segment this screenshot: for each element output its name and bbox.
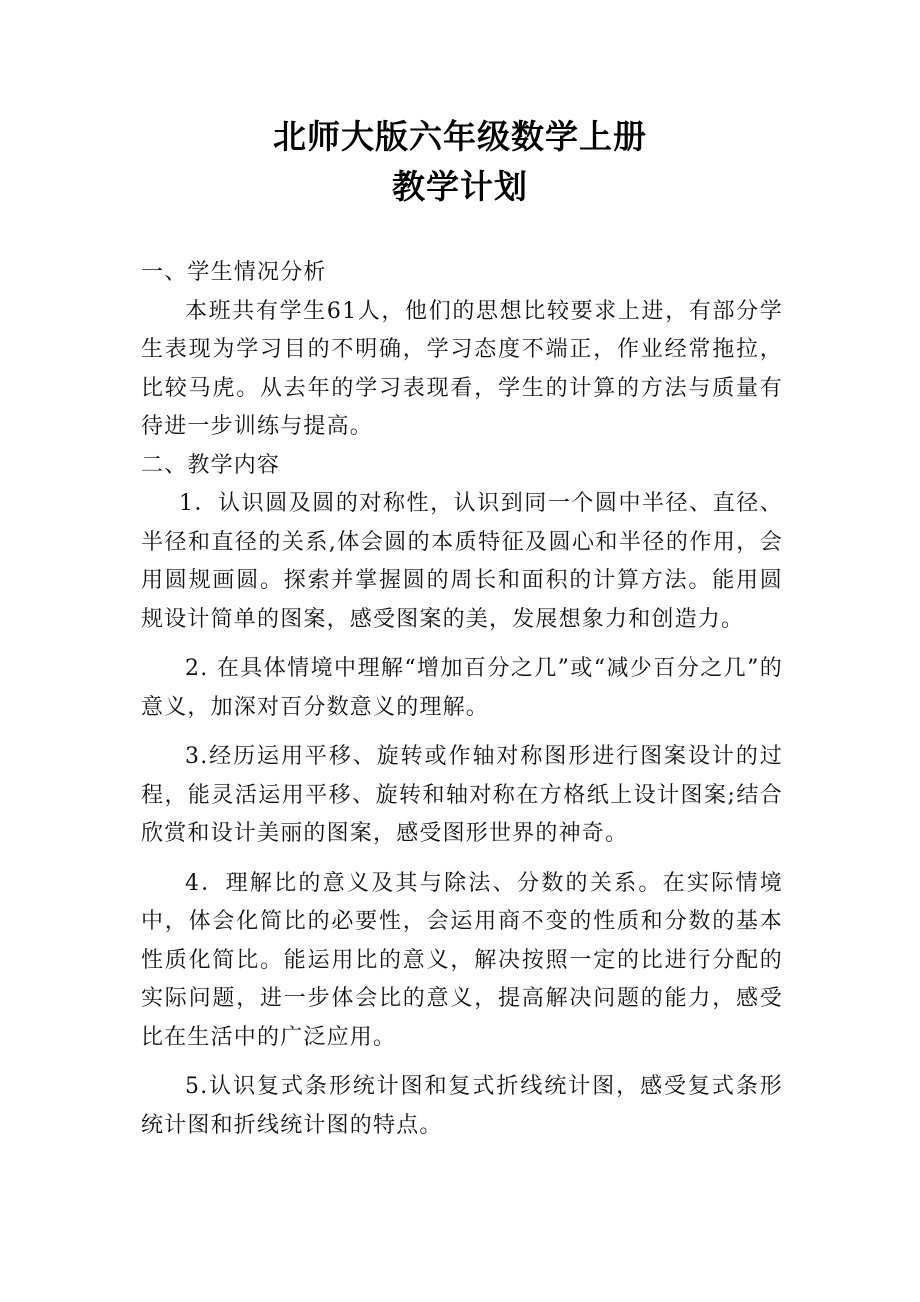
section-heading-student-analysis: 一、学生情况分析 xyxy=(141,260,327,285)
content-item-5: 5.认识复式条形统计图和复式折线统计图，感受复式条形统计图和折线统计图的特点。 xyxy=(141,1074,783,1138)
document-title: 北师大版六年级数学上册 xyxy=(273,117,647,156)
section-heading-teaching-content: 二、教学内容 xyxy=(141,452,281,478)
document-subtitle: 教学计划 xyxy=(392,167,528,206)
content-item-3: 3.经历运用平移、旋转或作轴对称图形进行图案设计的过程，能灵活运用平移、旋转和轴对称在方格纸上设计图案;结合欣赏和设计美丽的图案，感受图形世界的神奇。 xyxy=(141,744,783,846)
content-item-1: 1．认识圆及圆的对称性，认识到同一个圆中半径、直径、半径和直径的关系,体会圆的本质特征及圆心和半径的作用，会用圆规画圆。探索并掌握圆的周长和面积的计算方法。能用圆规设计简单的图案，感受图案的美，发展想象力和创造力。 xyxy=(141,491,783,632)
document-body xyxy=(141,254,783,1145)
content-item-2: 2. 在具体情境中理解“增加百分之几”或“减少百分之几”的意义，加深对百分数意义的理解。 xyxy=(141,656,783,720)
student-analysis-paragraph: 本班共有学生61人，他们的思想比较要求上进，有部分学生表现为学习目的不明确，学习态度不端正，作业经常拖拉，比较马虎。从去年的学习表现看，学生的计算的方法与质量有待进一步训练与提高。 xyxy=(141,298,783,439)
content-item-4: 4．理解比的意义及其与除法、分数的关系。在实际情境中，体会化简比的必要性，会运用商不变的性质和分数的基本性质化简比。能运用比的意义，解决按照一定的比进行分配的实际问题，进一步体会比的意义，提高解决问题的能力，感受比在生活中的广泛应用。 xyxy=(141,870,783,1050)
